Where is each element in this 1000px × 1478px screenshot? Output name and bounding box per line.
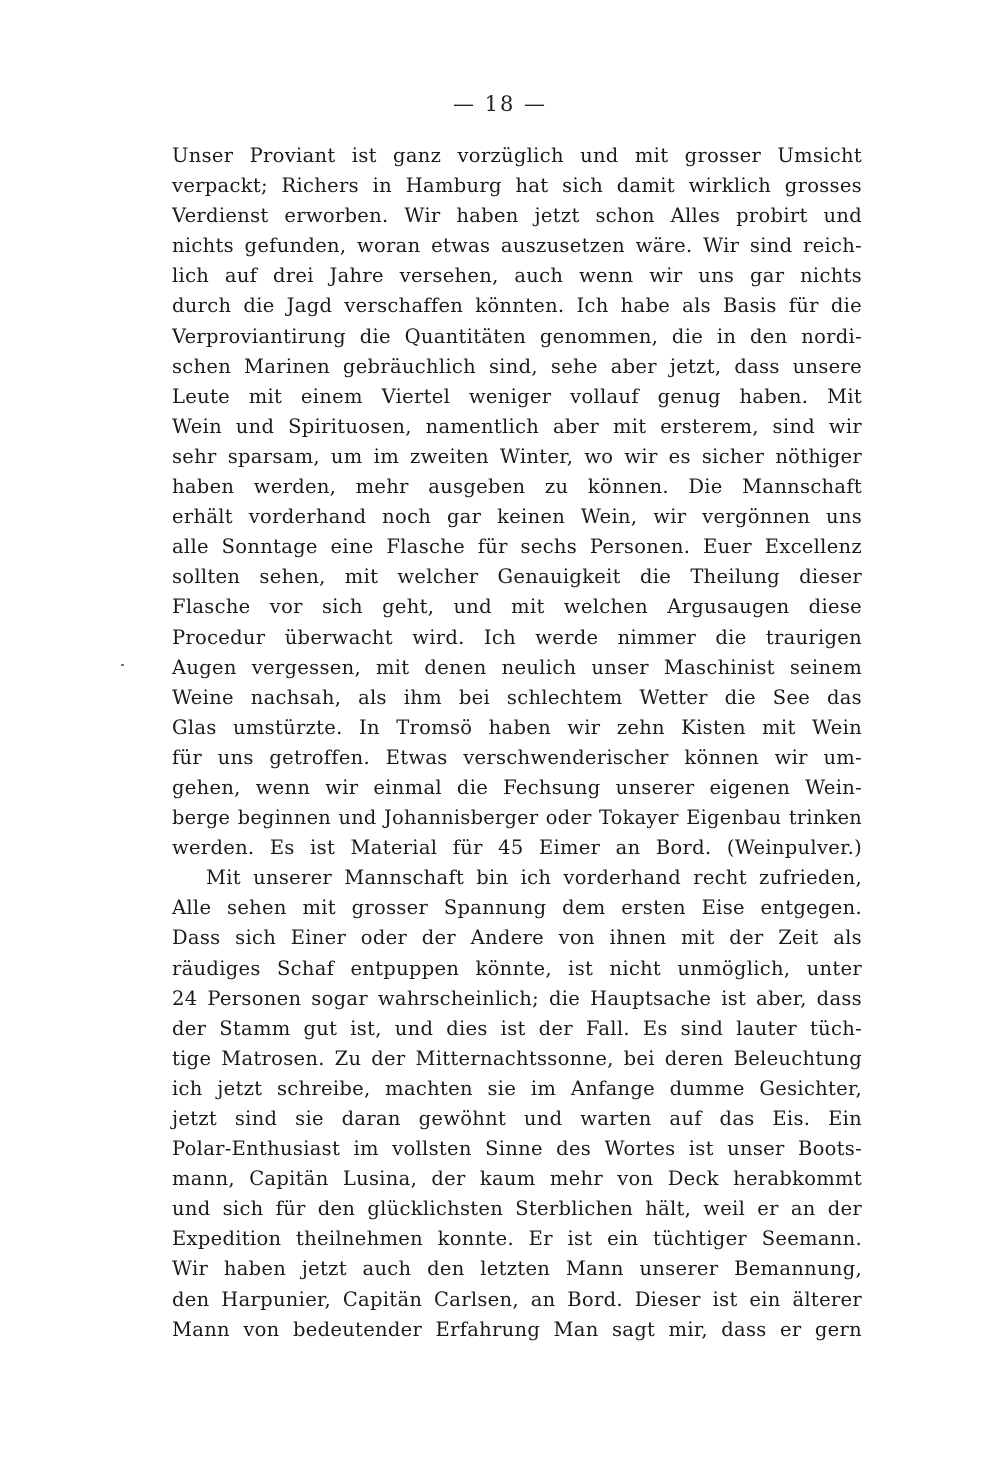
text-line: erhält vorderhand noch gar keinen Wein, wir vergönnen uns <box>172 505 862 529</box>
text-line: Mann von bedeutender Erfahrung Man sagt mir, dass er gern <box>172 1317 862 1341</box>
text-line: Wir haben jetzt auch den letzten Mann unserer Bemannung, <box>172 1257 862 1281</box>
text-line: mann, Capitän Lusina, der kaum mehr von Deck herabkommt <box>172 1167 862 1191</box>
text-line: Expedition theilnehmen konnte. Er ist ein tüchtiger Seemann. <box>172 1227 862 1251</box>
page-number: — 18 — <box>452 92 548 116</box>
text-line-paragraph-start: Mit unserer Mannschaft bin ich vorderhand recht zufrieden, <box>206 866 862 890</box>
text-line: ich jetzt schreibe, machten sie im Anfange dumme Gesichter, <box>172 1076 862 1100</box>
text-line: werden. Es ist Material für 45 Eimer an Bord. (Weinpulver.) <box>172 836 862 860</box>
text-line: Weine nachsah, als ihm bei schlechtem Wetter die See das <box>172 685 862 709</box>
text-line: schen Marinen gebräuchlich sind, sehe aber jetzt, dass unsere <box>172 354 862 378</box>
text-line: Leute mit einem Viertel weniger vollauf genug haben. Mit <box>172 384 862 408</box>
text-line: jetzt sind sie daran gewöhnt und warten auf das Eis. Ein <box>172 1107 862 1130</box>
text-line: tige Matrosen. Zu der Mitternachtssonne, bei deren Beleuchtung <box>172 1046 862 1070</box>
text-line: Verproviantirung die Quantitäten genommen, die in den nordi- <box>172 324 862 348</box>
text-line: Dass sich Einer oder der Andere von ihnen mit der Zeit als <box>172 926 862 950</box>
text-line: Wein und Spirituosen, namentlich aber mit ersterem, sind wir <box>172 414 862 438</box>
text-line: den Harpunier, Capitän Carlsen, an Bord. Dieser ist ein älterer <box>172 1287 862 1311</box>
text-line: Verdienst erworben. Wir haben jetzt schon Alles probirt und <box>172 204 862 228</box>
text-line: räudiges Schaf entpuppen könnte, ist nicht unmöglich, unter <box>172 956 862 980</box>
text-line: sehr sparsam, um im zweiten Winter, wo wir es sicher nöthiger <box>172 444 862 468</box>
body-text <box>172 141 862 1345</box>
text-line: Polar-Enthusiast im vollsten Sinne des Wortes ist unser Boots- <box>172 1137 862 1161</box>
text-line: Alle sehen mit grosser Spannung dem ersten Eise entgegen. <box>172 896 862 920</box>
text-line: Flasche vor sich geht, und mit welchen Argusaugen diese <box>172 595 862 619</box>
text-line: berge beginnen und Johannisberger oder Tokayer Eigenbau trinken <box>172 806 862 830</box>
text-line: 24 Personen sogar wahrscheinlich; die Hauptsache ist aber, dass <box>172 986 862 1010</box>
margin-mark <box>121 664 124 666</box>
text-line: Glas umstürzte. In Tromsö haben wir zehn Kisten mit Wein <box>172 715 862 739</box>
text-line: und sich für den glücklichsten Sterblichen hält, weil er an der <box>172 1197 862 1221</box>
text-line: alle Sonntage eine Flasche für sechs Personen. Euer Excellenz <box>172 535 862 559</box>
text-line: Unser Proviant ist ganz vorzüglich und mit grosser Umsicht <box>172 144 862 167</box>
text-line: verpackt; Richers in Hamburg hat sich damit wirklich grosses <box>172 174 862 198</box>
text-line: durch die Jagd verschaffen könnten. Ich habe als Basis für die <box>172 294 862 318</box>
text-line: gehen, wenn wir einmal die Fechsung unserer eigenen Wein- <box>172 775 862 799</box>
text-line: lich auf drei Jahre versehen, auch wenn wir uns gar nichts <box>172 264 862 288</box>
text-line: sollten sehen, mit welcher Genauigkeit die Theilung dieser <box>172 565 862 589</box>
text-line: für uns getroffen. Etwas verschwenderischer können wir um- <box>172 745 862 769</box>
text-line: haben werden, mehr ausgeben zu können. Die Mannschaft <box>172 475 862 499</box>
text-line: der Stamm gut ist, und dies ist der Fall. Es sind lauter tüch- <box>172 1016 862 1040</box>
text-line: Augen vergessen, mit denen neulich unser Maschinist seinem <box>172 655 862 679</box>
text-line: nichts gefunden, woran etwas auszusetzen wäre. Wir sind reich- <box>172 234 862 258</box>
text-line: Procedur überwacht wird. Ich werde nimmer die traurigen <box>172 625 862 649</box>
